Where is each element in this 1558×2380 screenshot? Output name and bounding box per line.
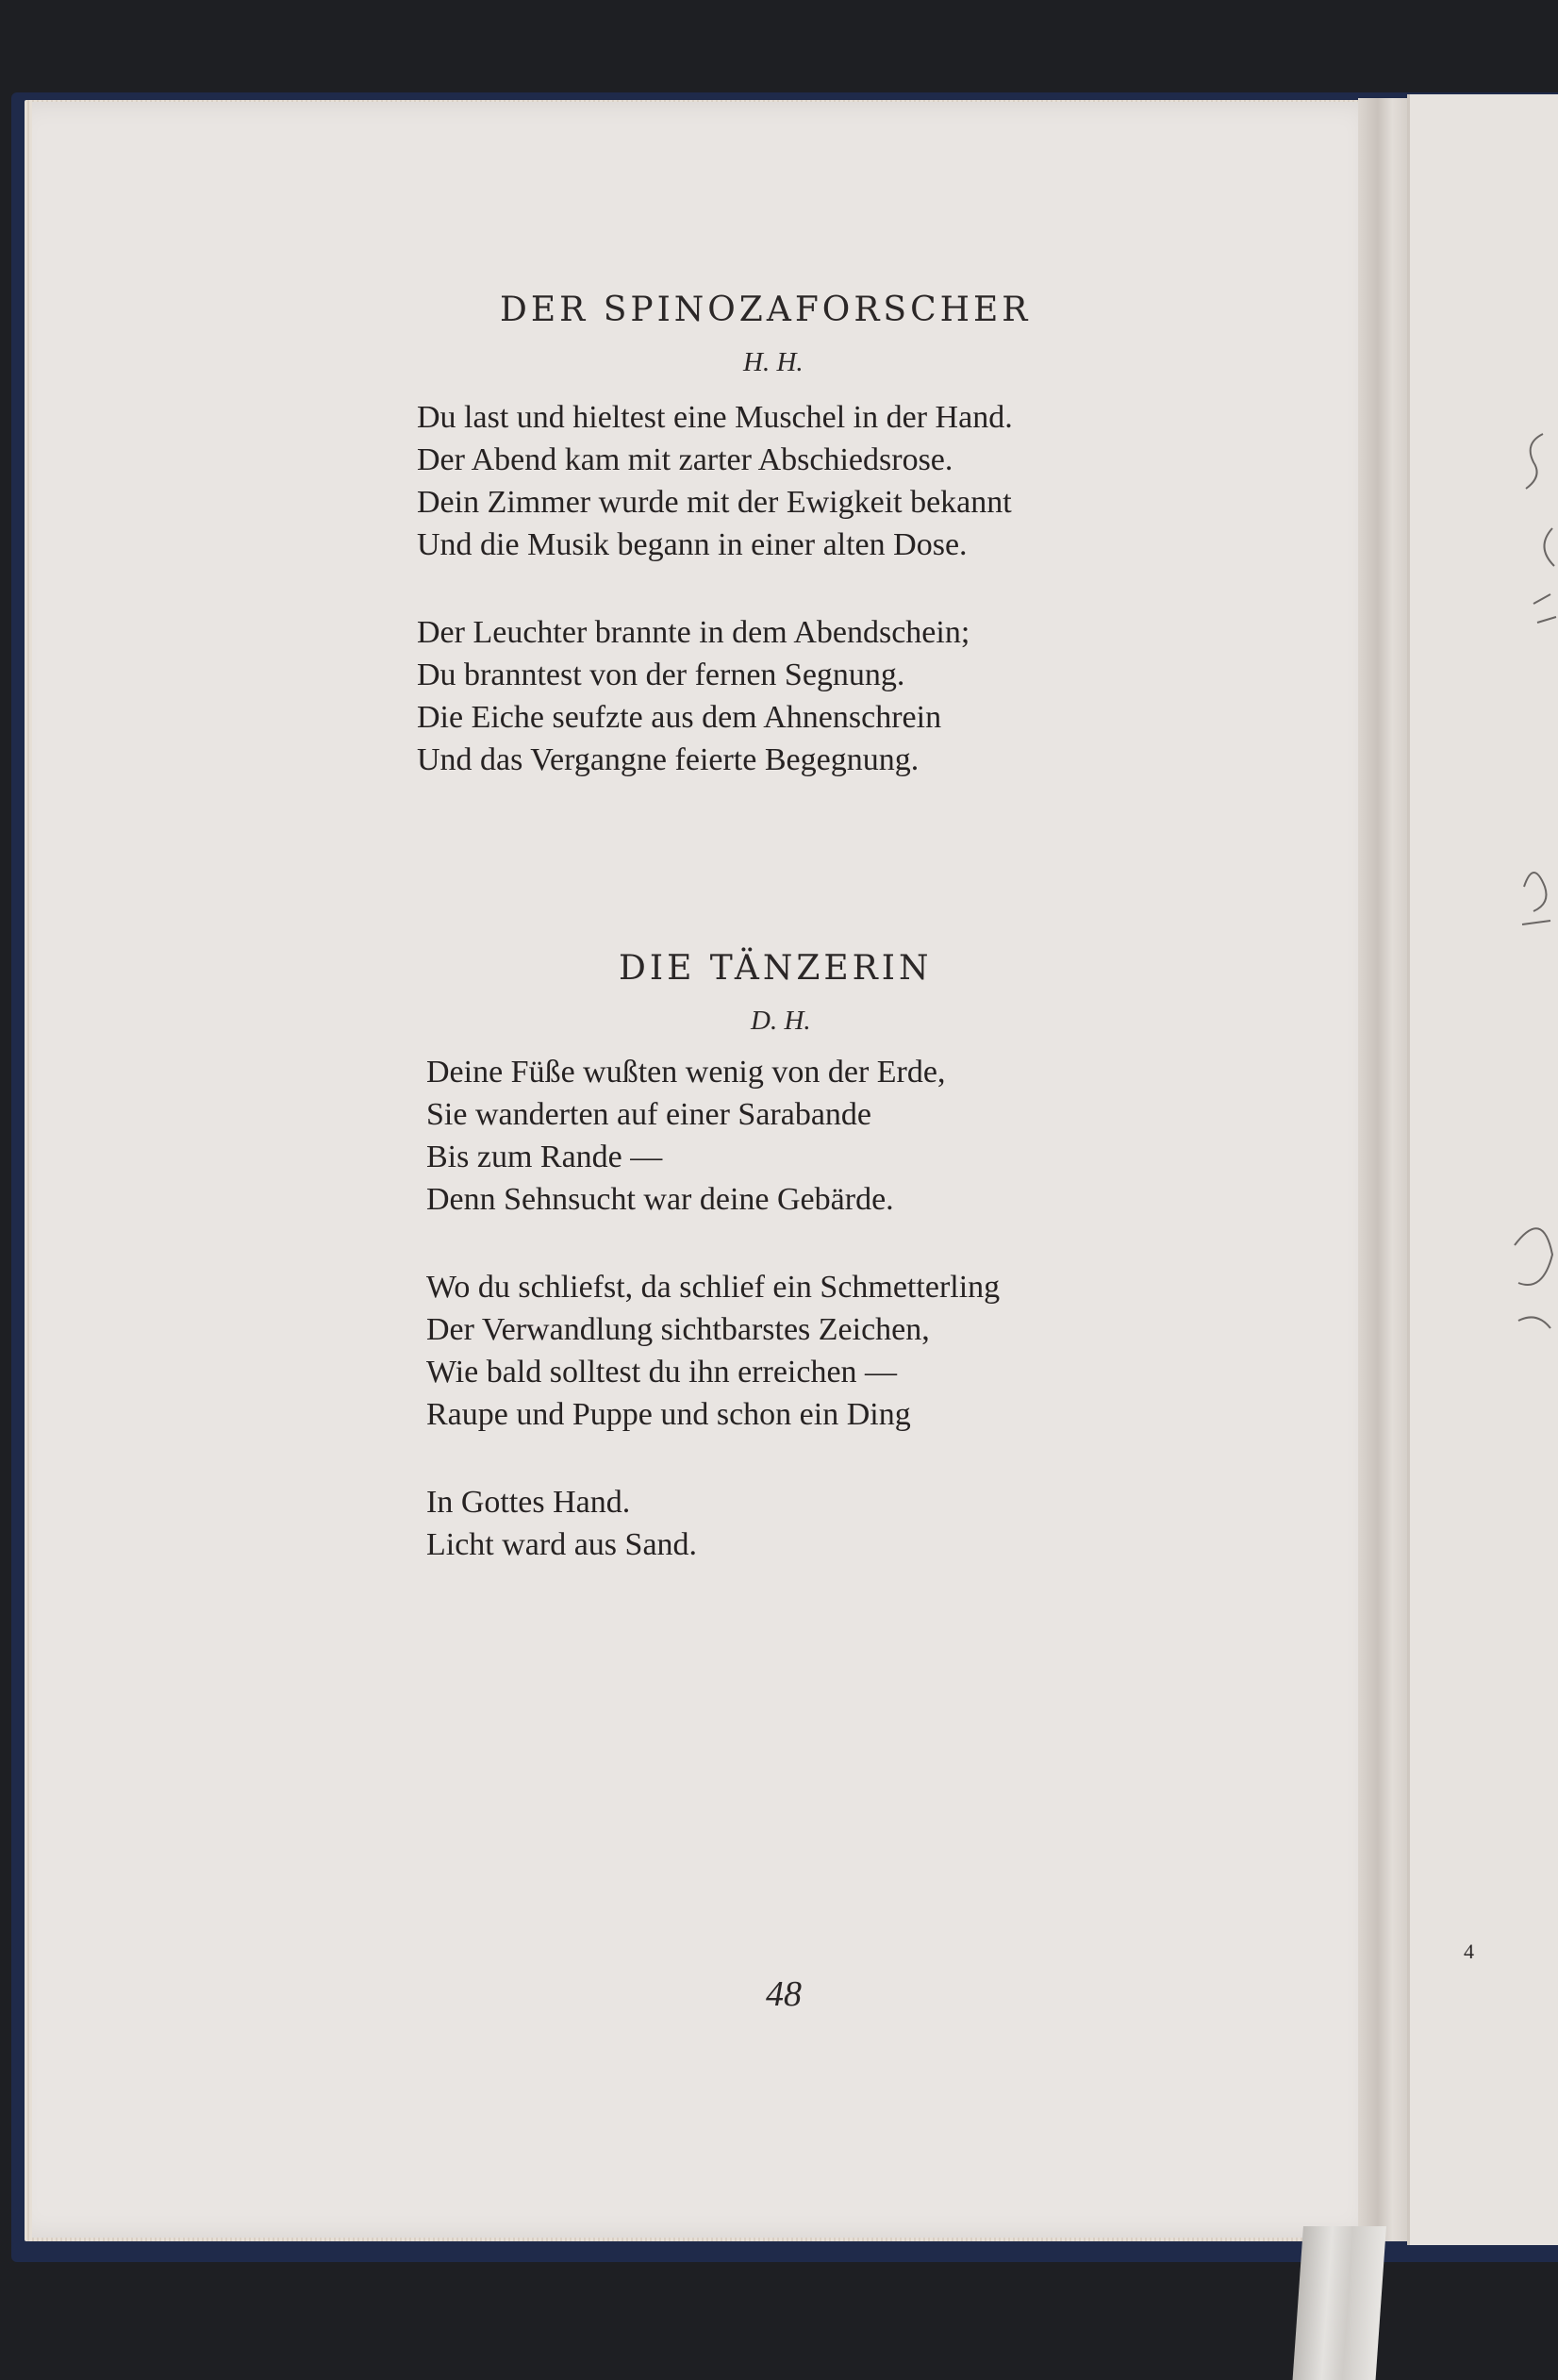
poem-line: Dein Zimmer wurde mit der Ewigkeit bekannt (417, 485, 1012, 520)
poem-body-2 (426, 1051, 1000, 1566)
poem-line: Raupe und Puppe und schon ein Ding (426, 1397, 911, 1432)
poem-line: Wo du schliefst, da schlief ein Schmetterling (426, 1270, 1001, 1305)
poem-author-initials-1: H. H. (743, 347, 804, 377)
poem-title-2: DIE TÄNZERIN (619, 949, 933, 988)
poem-line: Der Verwandlung sichtbarstes Zeichen, (426, 1312, 930, 1347)
poem-line: Deine Füße wußten wenig von der Erde, (426, 1055, 946, 1090)
poem-line: Der Abend kam mit zarter Abschiedsrose. (417, 442, 953, 477)
poem-line: Du last und hieltest eine Muschel in der Hand. (417, 400, 1013, 435)
poem-line: Und die Musik begann in einer alten Dose. (417, 527, 968, 562)
book-gutter (1358, 98, 1407, 2241)
poem-line: Bis zum Rande — (426, 1140, 663, 1174)
right-page-margin-mark: 4 (1464, 1939, 1474, 1963)
poem-line: Und das Vergangne feierte Begegnung. (417, 742, 920, 777)
poem-line: Die Eiche seufzte aus dem Ahnenschrein (417, 700, 942, 735)
page-number: 48 (766, 1974, 802, 2014)
poem-line: Sie wanderten auf einer Sarabande (426, 1097, 871, 1132)
poem-line: Wie bald solltest du ihn erreichen — (426, 1355, 898, 1390)
poem-author-initials-2: D. H. (751, 1006, 811, 1036)
poem-line: Denn Sehnsucht war deine Gebärde. (426, 1182, 894, 1217)
poem-body-1 (417, 396, 1013, 781)
sketch-drawing (1505, 415, 1558, 1453)
poem-line: Licht ward aus Sand. (426, 1527, 698, 1562)
poem-line: Du branntest von der fernen Segnung. (417, 657, 905, 692)
bookmark-ribbon (1292, 2226, 1386, 2380)
poem-line: In Gottes Hand. (426, 1485, 631, 1520)
poem-title-1: DER SPINOZAFORSCHER (500, 291, 1032, 329)
poem-line: Der Leuchter brannte in dem Abendschein; (417, 615, 970, 650)
